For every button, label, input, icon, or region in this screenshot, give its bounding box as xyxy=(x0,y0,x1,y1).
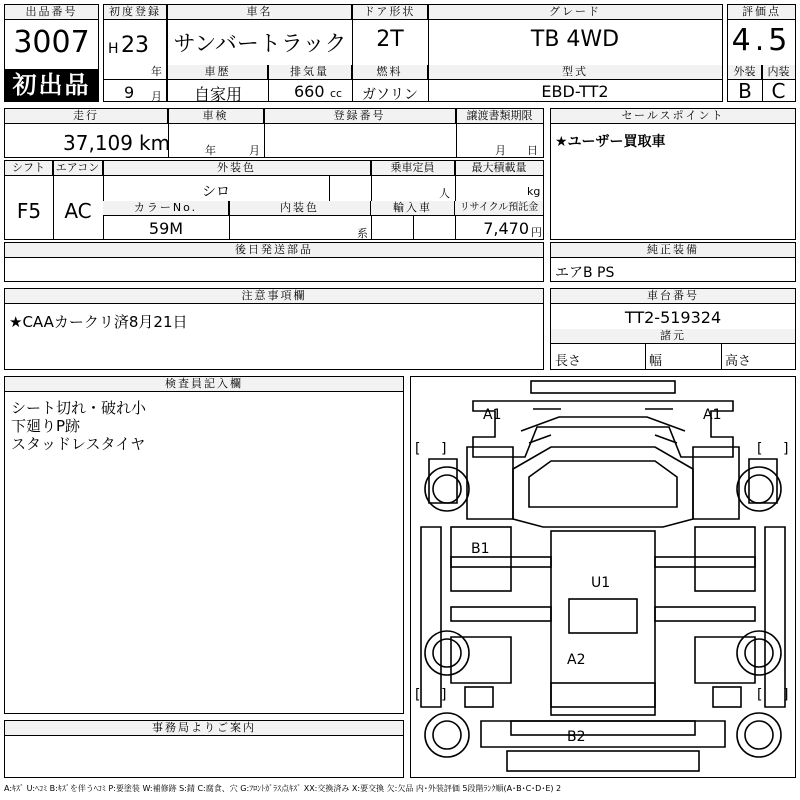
fuel-value: ガソリン xyxy=(362,87,418,103)
mileage-value: 37,109 xyxy=(63,131,133,155)
recycle-unit: 円 xyxy=(531,226,542,239)
mark-bumper: B2 xyxy=(567,729,586,745)
displacement-label: 排気量 xyxy=(268,65,352,80)
first-registration-era: H xyxy=(108,41,119,57)
lot-number-value: 3007 xyxy=(13,25,90,60)
bracket-right-bottom-open: [ xyxy=(757,687,763,703)
bracket-right-top-close: ] xyxy=(783,441,789,457)
history-value: 自家用 xyxy=(193,85,242,104)
capacity-unit: 人 xyxy=(439,187,450,200)
interior-color-unit: 系 xyxy=(357,227,368,240)
door-value: 2T xyxy=(376,27,404,52)
bracket-left-bottom-close: ] xyxy=(441,687,447,703)
color-no-value: 59M xyxy=(148,219,184,238)
chassis-box xyxy=(550,288,796,370)
score-value: 4.5 xyxy=(731,23,792,58)
model-value: EBD-TT2 xyxy=(541,82,609,101)
specs-grid-box xyxy=(4,160,544,240)
inspection-label: 車検 xyxy=(168,109,264,124)
notes-value: ★CAAカークリ済8月21日 xyxy=(9,313,188,331)
inspector-box xyxy=(4,376,404,714)
mileage-unit: km xyxy=(139,131,171,155)
mileage-label: 走行 xyxy=(5,109,168,124)
fuel-label: 燃料 xyxy=(352,65,428,80)
bracket-left-bottom-open: [ xyxy=(415,687,421,703)
mark-front-left: A1 xyxy=(483,407,502,423)
aircon-label: エアコン xyxy=(53,161,103,176)
first-registration-month-unit: 月 xyxy=(151,90,162,103)
legend-text: A:ｷｽﾞ U:ﾍｺﾐ B:ｷｽﾞを伴うﾍｺﾐ P:要塗装 W:補修跡 S:錆 C:腐食、穴 G:ﾌﾛﾝﾄｶﾞﾗｽ点ｷｽﾞ XX:交換済み X:要交換 欠:欠品 内･外装評価 5段階ﾗﾝｸ順(A･B･C･D･E) 2 xyxy=(4,784,562,793)
exterior-color-label: 外装色 xyxy=(103,161,371,176)
inspector-line-3: スタッドレスタイヤ xyxy=(11,435,146,453)
exterior-color-value: シロ xyxy=(202,184,230,200)
inspector-line-1: シート切れ・破れ小 xyxy=(11,399,147,417)
equipment-value: エアB PS xyxy=(555,265,615,281)
door-label: ドア形状 xyxy=(352,5,428,20)
score-box xyxy=(727,4,796,102)
capacity-label: 乗車定員 xyxy=(371,161,455,176)
transfer-day-unit: 日 xyxy=(527,144,538,157)
interior-score-label: 内装 xyxy=(762,65,795,80)
recycle-value: 7,470 xyxy=(483,219,529,238)
mark-rear: A2 xyxy=(567,652,586,668)
first-registration-box xyxy=(103,4,167,102)
max-load-unit: kg xyxy=(527,185,541,198)
bracket-left-top-close: ] xyxy=(441,441,447,457)
inspector-label: 検査員記入欄 xyxy=(5,377,403,392)
office-box xyxy=(4,720,404,778)
mileage-box xyxy=(4,108,544,158)
interior-score-value: C xyxy=(771,79,786,103)
shift-value: F5 xyxy=(16,199,42,223)
first-registration-label: 初度登録 xyxy=(104,5,166,20)
first-registration-year: 23 xyxy=(121,33,149,58)
bracket-right-top-open: [ xyxy=(757,441,763,457)
recycle-label: リサイクル預託金 xyxy=(455,201,543,216)
inspection-month-unit: 月 xyxy=(249,144,260,157)
history-label: 車歴 xyxy=(168,65,268,80)
notes-label: 注意事項欄 xyxy=(5,289,543,304)
truck-diagram xyxy=(411,377,795,777)
exterior-score-label: 外装 xyxy=(728,65,762,80)
max-load-label: 最大積載量 xyxy=(455,161,543,176)
spec-width-label: 幅 xyxy=(649,354,663,369)
chassis-value: TT2-519324 xyxy=(624,308,722,327)
specs-label: 諸元 xyxy=(551,329,795,344)
lot-number-label: 出品番号 xyxy=(5,5,98,20)
inspector-line-2: 下廻りP跡 xyxy=(11,417,81,435)
inspection-year-unit: 年 xyxy=(205,144,216,157)
sales-point-box xyxy=(550,108,796,240)
transfer-month-unit: 月 xyxy=(495,144,506,157)
lot-number-box xyxy=(4,4,99,102)
model-label: 型式 xyxy=(428,65,722,80)
aircon-value: AC xyxy=(64,199,92,223)
mark-bed: U1 xyxy=(591,575,611,591)
color-no-label: カラーNo. xyxy=(103,201,229,216)
displacement-value: 660 xyxy=(294,82,325,101)
damage-diagram-box xyxy=(410,376,796,778)
office-label: 事務局よりご案内 xyxy=(5,721,403,736)
transfer-label: 譲渡書類期限 xyxy=(456,109,543,124)
interior-color-label: 内装色 xyxy=(229,201,371,216)
grade-value: TB 4WD xyxy=(530,27,620,52)
later-parts-label: 後日発送部品 xyxy=(5,243,543,258)
spec-length-label: 長さ xyxy=(555,354,582,369)
exterior-score-value: B xyxy=(738,79,752,103)
notes-box xyxy=(4,288,544,370)
first-listing-badge: 初出品 xyxy=(5,69,98,101)
vehicle-info-box xyxy=(167,4,723,102)
car-name-value: サンバートラック xyxy=(173,32,347,57)
bracket-left-top-open: [ xyxy=(415,441,421,457)
score-label: 評価点 xyxy=(728,5,795,20)
first-registration-year-unit: 年 xyxy=(151,65,162,78)
first-registration-month: 9 xyxy=(124,83,135,102)
import-label: 輸入車 xyxy=(371,201,455,216)
registration-label: 登録番号 xyxy=(264,109,456,124)
car-name-label: 車名 xyxy=(168,5,352,20)
shift-label: シフト xyxy=(5,161,53,176)
sales-point-label: セールスポイント xyxy=(551,109,795,124)
grade-label: グレード xyxy=(428,5,722,20)
later-parts-box xyxy=(4,242,544,282)
mark-side: B1 xyxy=(471,541,490,557)
equipment-box xyxy=(550,242,796,282)
equipment-label: 純正装備 xyxy=(551,243,795,258)
bracket-right-bottom-close: ] xyxy=(783,687,789,703)
spec-height-label: 高さ xyxy=(725,354,752,369)
displacement-unit: cc xyxy=(330,87,343,100)
chassis-label: 車台番号 xyxy=(551,289,795,304)
mark-front-right: A1 xyxy=(703,407,722,423)
sales-point-value: ★ユーザー買取車 xyxy=(555,134,666,150)
